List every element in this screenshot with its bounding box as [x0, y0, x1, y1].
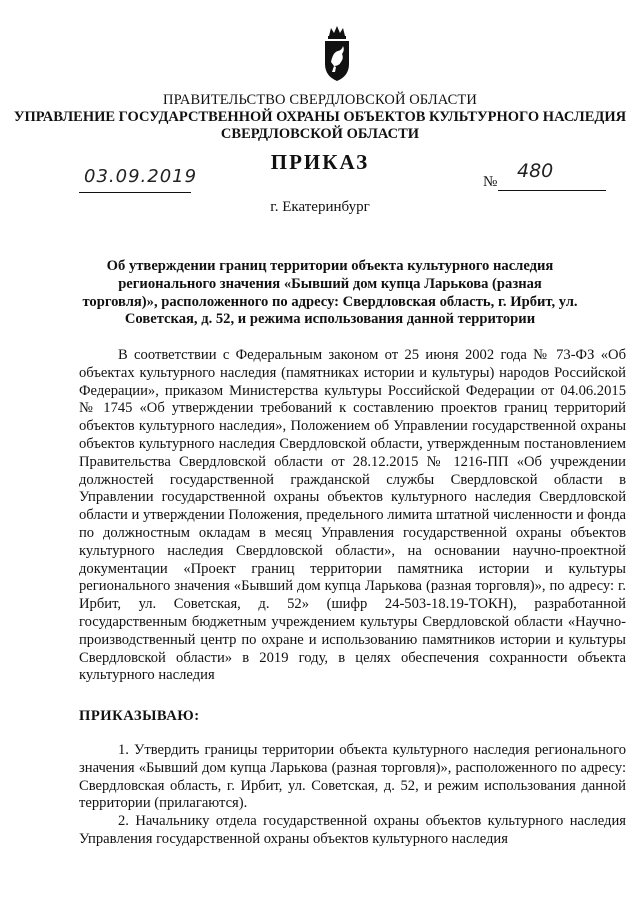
order-item-1: 1. Утвердить границы территории объекта культурного наследия регионального значения «Бывший дом купца Ларькова (разная торговля)», расположенного по адресу: Свердловская область, г. Ирбит, ул. Советская, д. 52, и режим использования данной территории (прилагаются). — [79, 742, 626, 812]
sverdlovsk-coat-of-arms-icon — [322, 24, 352, 82]
preamble — [79, 347, 626, 685]
government-name: ПРАВИТЕЛЬСТВО СВЕРДЛОВСКОЙ ОБЛАСТИ — [163, 92, 477, 108]
department-name — [0, 109, 640, 143]
document-type: ПРИКАЗ — [270, 150, 370, 174]
order-items — [79, 742, 626, 849]
city: г. Екатеринбург — [270, 199, 370, 215]
handwritten-date: 03.09.2019 — [84, 166, 198, 187]
department-name-line2: СВЕРДЛОВСКОЙ ОБЛАСТИ — [220, 126, 420, 142]
handwritten-number: 480 — [517, 160, 554, 182]
order-subject: Об утверждении границ территории объекта культурного наследия регионального значения «Бывший дом купца Ларькова (разная торговля)», расположенного по адресу: Свердловская область, г. Ирбит, ул. Советская, д. 52, и режима использования данной территории — [82, 258, 578, 328]
department-name-line1: УПРАВЛЕНИЕ ГОСУДАРСТВЕННОЙ ОХРАНЫ ОБЪЕКТОВ КУЛЬТУРНОГО НАСЛЕДИЯ — [13, 109, 627, 125]
order-item-2: 2. Начальнику отдела государственной охраны объектов культурного наследия Управления государственной охраны объектов культурного наследия — [79, 813, 626, 847]
preamble-paragraph: В соответствии с Федеральным законом от 25 июня 2002 года № 73-ФЗ «Об объектах культурного наследия (памятниках истории и культуры) народов Российской Федерации», приказом Министерства культуры Российской Федерации от 04.06.2015 № 1745 «Об утверждении требований к составлению проектов границ территорий объектов культурного наследия», Положением об Управлении государственной охраны объектов культурного наследия Свердловской области, утвержденным постановлением Правительства Свердловской области от 28.12.2015 № 1216-ПП «Об учреждении должностей государственной гражданской службы Свердловской области в Управлении государственной охраны объектов культурного наследия Свердловской области и утверждении Положения, предельного лимита штатной численности и фонда по должностным окладам в месяц Управления государственной охраны объектов культурного наследия Свердловской области», на основании научно-проектной документации «Проект границ территории памятника истории и культуры регионального значения «Бывший дом купца Ларькова (разная торговля)», по адресу: г. Ирбит, ул. Советская, д. 52» (шифр 24-503-18.19-ТОКН), разработанной государственным бюджетным учреждением культуры Свердловской области «Научно-производственный центр по охране и использованию памятников истории и культуры Свердловской области» в 2019 году, в целях обеспечения сохранности объекта культурного наследия — [79, 347, 626, 684]
number-sign: № — [483, 174, 498, 190]
order-word: ПРИКАЗЫВАЮ: — [79, 708, 200, 724]
